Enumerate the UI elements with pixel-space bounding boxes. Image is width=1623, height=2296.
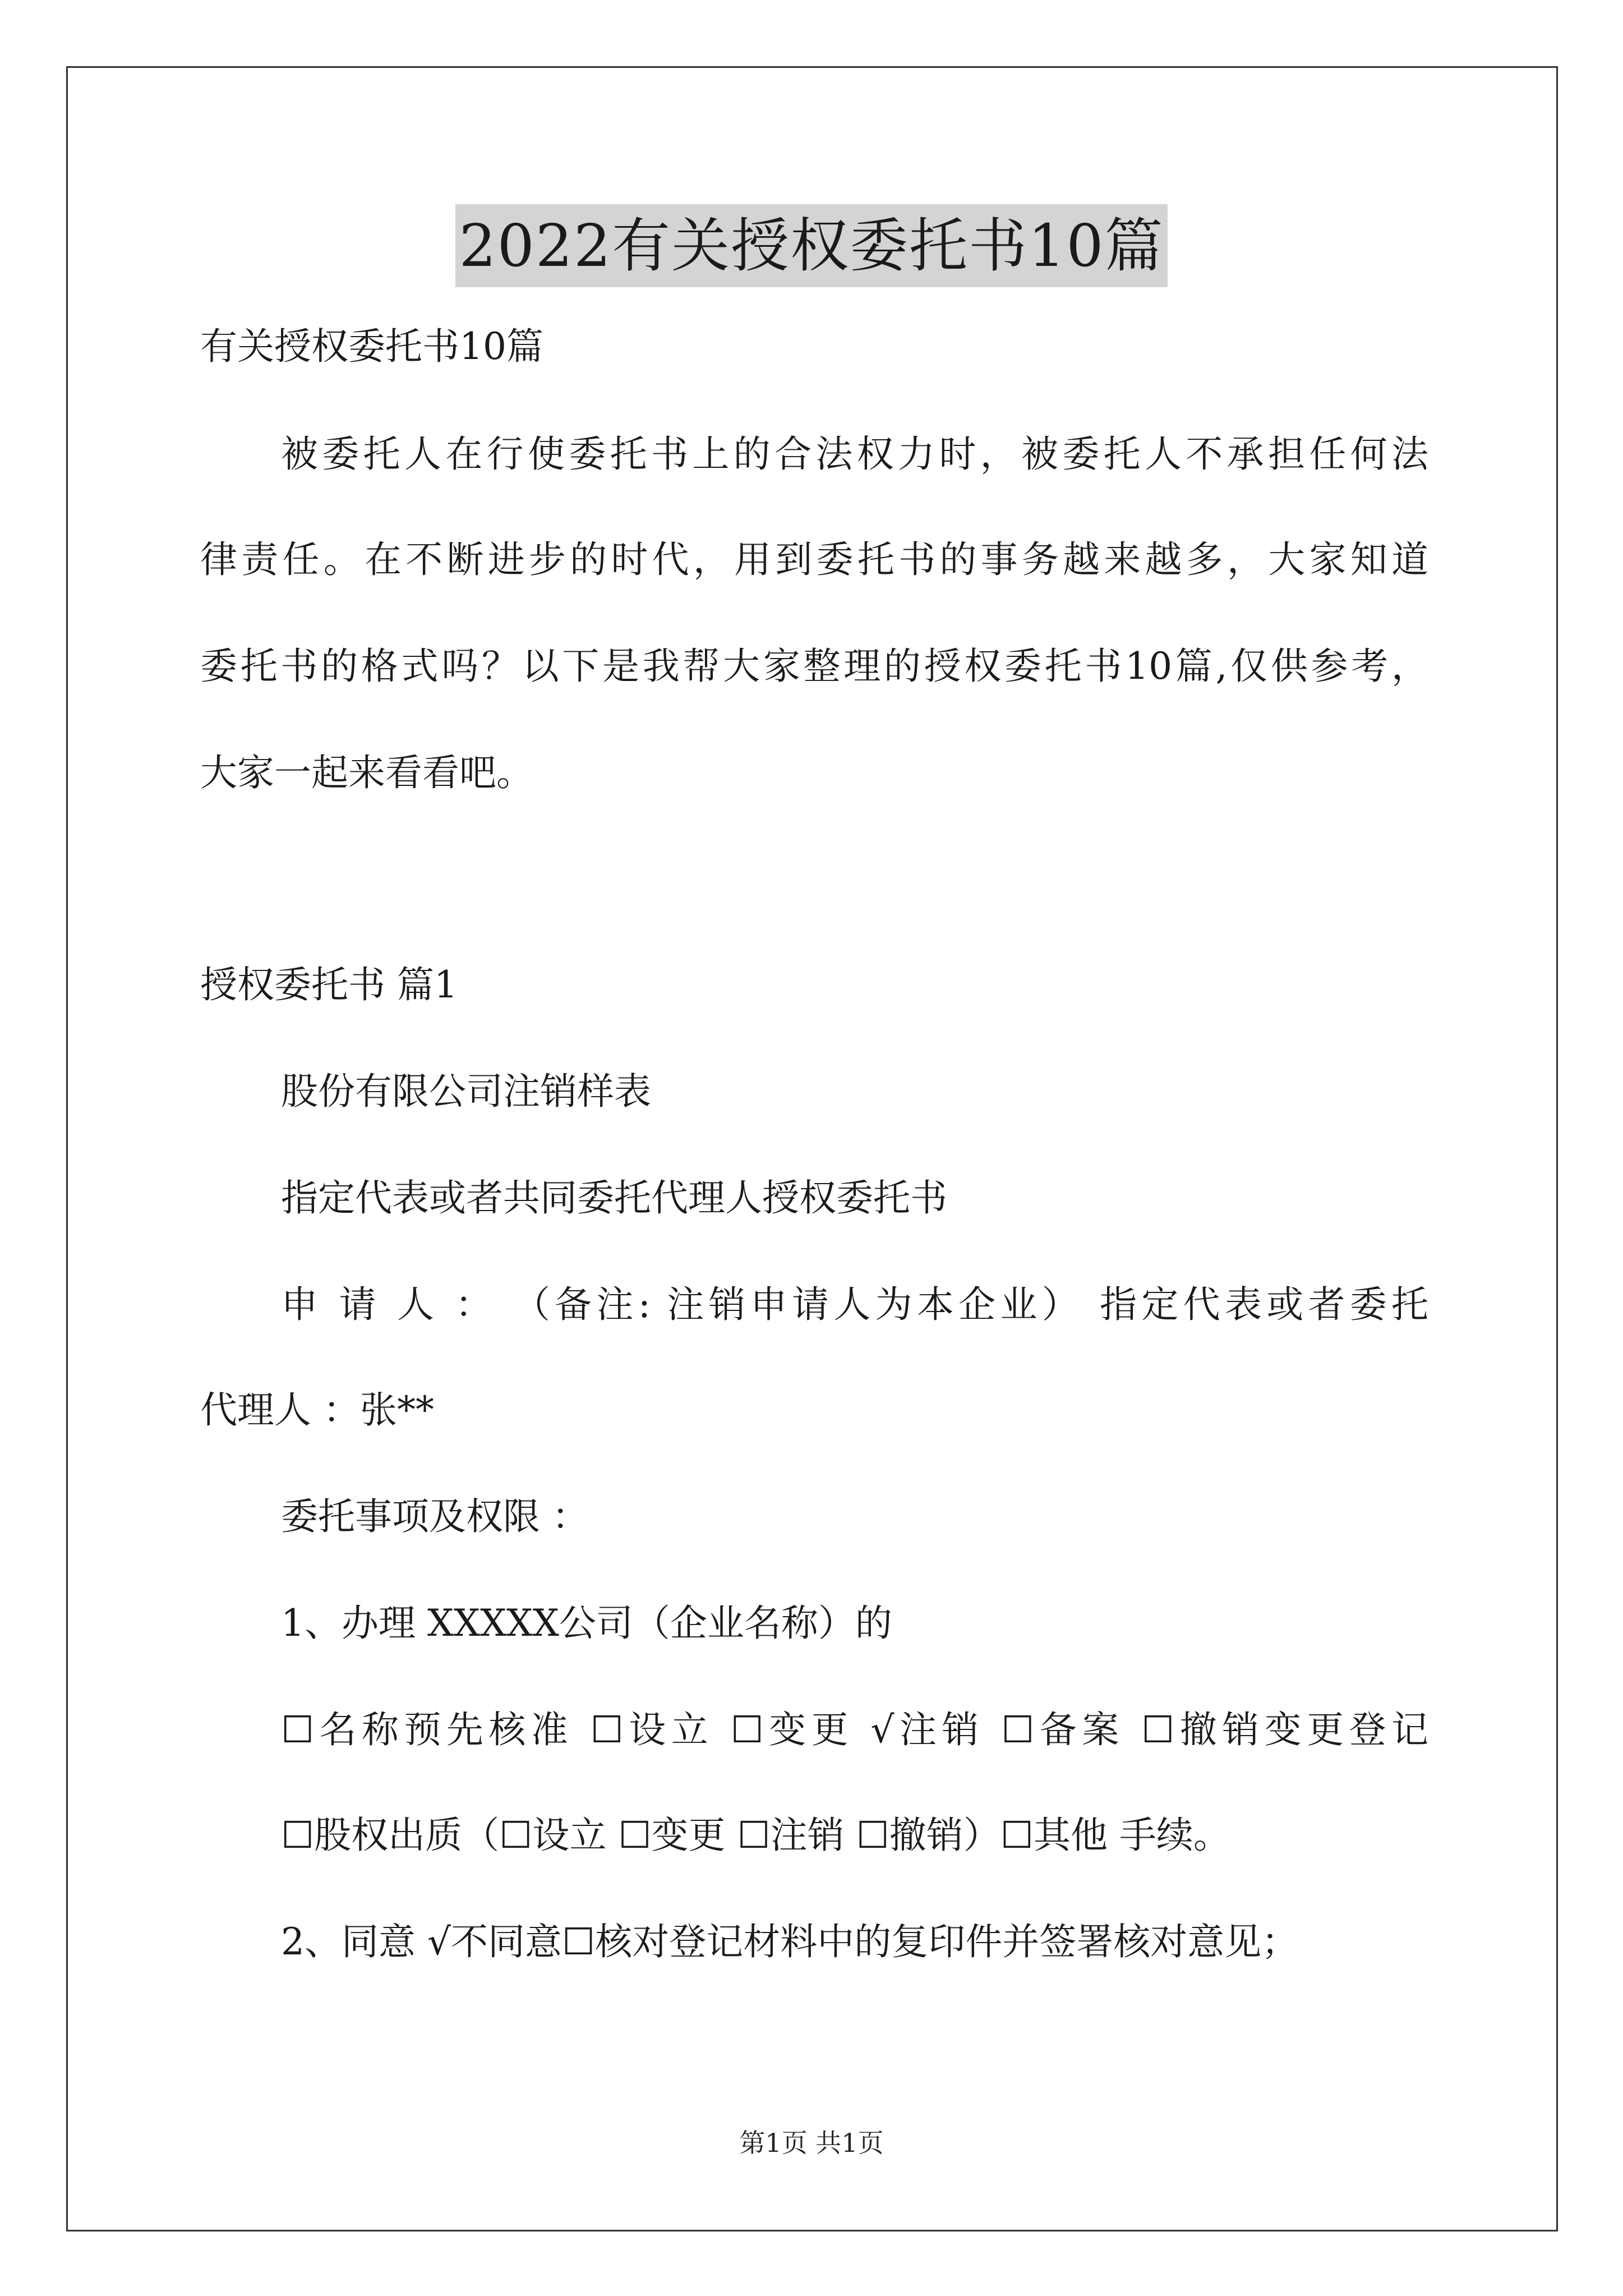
paragraph-line: 大家一起来看看吧。 [200,751,533,794]
paragraph-line: 股份有限公司注销样表 [281,1070,651,1113]
page-border [66,66,1558,2231]
paragraph-line: 1、办理 XXXXX公司（企业名称）的 [281,1602,892,1645]
checkbox-line: ☐名称预先核准 ☐设立 ☐变更 √注销 ☐备案 ☐撤销变更登记 [281,1708,1428,1751]
paragraph-line: 被委托人在行使委托书上的合法权力时，被委托人不承担任何法 [281,432,1428,476]
checkbox-line: ☐股权出质（☐设立 ☐变更 ☐注销 ☐撤销）☐其他 手续。 [281,1814,1230,1857]
section-heading: 授权委托书 篇1 [200,963,458,1006]
checkbox-line: 2、同意 √不同意☐核对登记材料中的复印件并签署核对意见； [281,1920,1299,1963]
paragraph-line: 委托书的格式吗？以下是我帮大家整理的授权委托书10篇,仅供参考， [200,645,1428,688]
paragraph-line: 委托事项及权限 ： [281,1495,589,1538]
title-container [0,204,1623,287]
paragraph-line: 指定代表或者共同委托代理人授权委托书 [281,1176,947,1220]
paragraph-line: 申 请 人 ： （备注: 注销申请人为本企业） 指定代表或者委托 [281,1283,1428,1326]
document-title: 2022有关授权委托书10篇 [455,204,1167,287]
page-footer: 第1页 共1页 [739,2128,884,2158]
subtitle: 有关授权委托书10篇 [200,325,543,368]
paragraph-line: 律责任。在不断进步的时代，用到委托书的事务越来越多，大家知道 [200,538,1428,581]
paragraph-line: 代理人 ：张** [200,1388,434,1432]
